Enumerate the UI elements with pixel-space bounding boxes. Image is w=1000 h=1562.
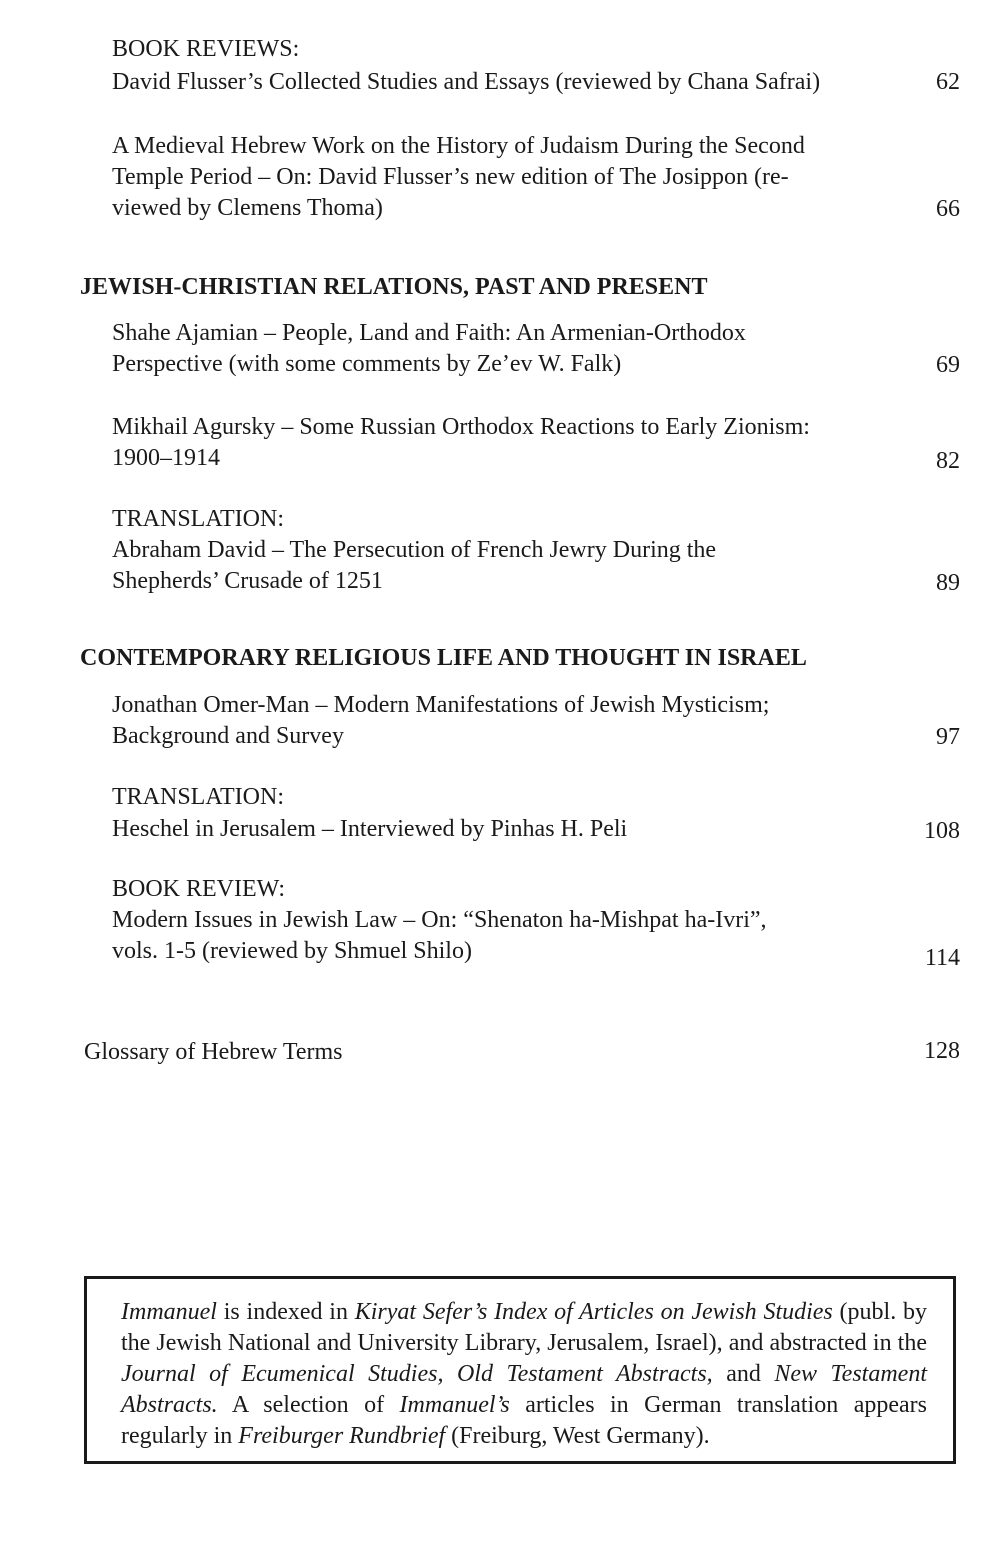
notice-italic: Immanuel’s <box>399 1392 510 1418</box>
indexing-notice-box <box>84 1276 956 1464</box>
toc-entry-line: Shahe Ajamian – People, Land and Faith: An Armenian-Orthodox <box>112 320 746 346</box>
notice-italic: Journal of Ecumenical Studies, Old Testament Abstracts, <box>121 1361 713 1387</box>
toc-entry-title[interactable] <box>112 690 864 752</box>
toc-entry-line: viewed by Clemens Thoma) <box>112 195 383 221</box>
toc-page-number: 82 <box>936 448 960 474</box>
toc-entry-line: Perspective (with some comments by Ze’ev W. Falk) <box>112 351 622 377</box>
toc-page-number: 108 <box>924 818 960 844</box>
notice-text-run: A selection of <box>217 1392 400 1418</box>
section-label-book-reviews: BOOK REVIEWS: <box>112 36 300 62</box>
toc-page-number: 62 <box>936 69 960 95</box>
toc-page-number: 97 <box>936 724 960 750</box>
toc-entry-line: Shepherds’ Crusade of 1251 <box>112 568 383 594</box>
toc-page-number: 89 <box>936 570 960 596</box>
section-heading: CONTEMPORARY RELIGIOUS LIFE AND THOUGHT IN ISRAEL <box>80 645 807 671</box>
toc-page-number: 69 <box>936 352 960 378</box>
notice-text-run: (Freiburg, West Germany). <box>445 1423 710 1449</box>
toc-entry-title[interactable]: Heschel in Jerusalem – Interviewed by Pinhas H. Peli <box>112 816 628 842</box>
toc-entry-line: Background and Survey <box>112 723 344 749</box>
toc-page-number: 128 <box>924 1038 960 1064</box>
toc-page-number: 114 <box>924 945 960 971</box>
section-heading: JEWISH-CHRISTIAN RELATIONS, PAST AND PRESENT <box>80 274 708 300</box>
indexing-notice-text <box>121 1297 927 1452</box>
toc-entry-line: Jonathan Omer-Man – Modern Manifestations of Jewish Mysticism; <box>112 692 770 718</box>
toc-entry-line: Abraham David – The Persecution of French Jewry During the <box>112 537 717 563</box>
toc-entry-title[interactable] <box>112 318 864 380</box>
toc-entry-title[interactable] <box>112 412 864 474</box>
notice-text-run: is indexed in <box>216 1299 355 1325</box>
toc-entry-line: Modern Issues in Jewish Law – On: “Shenaton ha-Mishpat ha-Ivri”, <box>112 907 767 933</box>
toc-entry-line: 1900–1914 <box>112 445 220 471</box>
toc-entry-line: Temple Period – On: David Flusser’s new edition of The Josippon (re- <box>112 164 789 190</box>
notice-italic: Kiryat Sefer’s Index of Articles on Jewish Studies <box>354 1299 833 1325</box>
section-label-translation: TRANSLATION: <box>112 784 284 810</box>
section-label-translation: TRANSLATION: <box>112 506 284 532</box>
notice-text-run: and <box>712 1361 775 1387</box>
toc-entry-line: vols. 1-5 (reviewed by Shmuel Shilo) <box>112 938 472 964</box>
toc-entry-title[interactable] <box>112 535 864 597</box>
section-label-book-review: BOOK REVIEW: <box>112 876 286 902</box>
toc-entry-glossary[interactable]: Glossary of Hebrew Terms <box>84 1039 343 1065</box>
toc-entry-title[interactable]: David Flusser’s Collected Studies and Essays (reviewed by Chana Safrai) <box>112 69 821 95</box>
toc-entry-line: A Medieval Hebrew Work on the History of Judaism During the Second <box>112 133 805 159</box>
notice-italic: New Testament Abstracts. <box>121 1361 927 1418</box>
notice-text-run: articles in German translation appears regularly in <box>121 1392 927 1449</box>
notice-italic: Freiburger Rundbrief <box>238 1423 446 1449</box>
toc-page-number: 66 <box>936 196 960 222</box>
toc-entry-line: Mikhail Agursky – Some Russian Orthodox Reactions to Early Zionism: <box>112 414 810 440</box>
toc-entry-title[interactable] <box>112 905 864 967</box>
notice-text-run: (publ. by the Jewish National and University Library, Jerusalem, Israel), and abstracted in the <box>121 1299 927 1356</box>
notice-italic: Immanuel <box>121 1299 217 1325</box>
toc-entry-title[interactable] <box>112 131 864 224</box>
